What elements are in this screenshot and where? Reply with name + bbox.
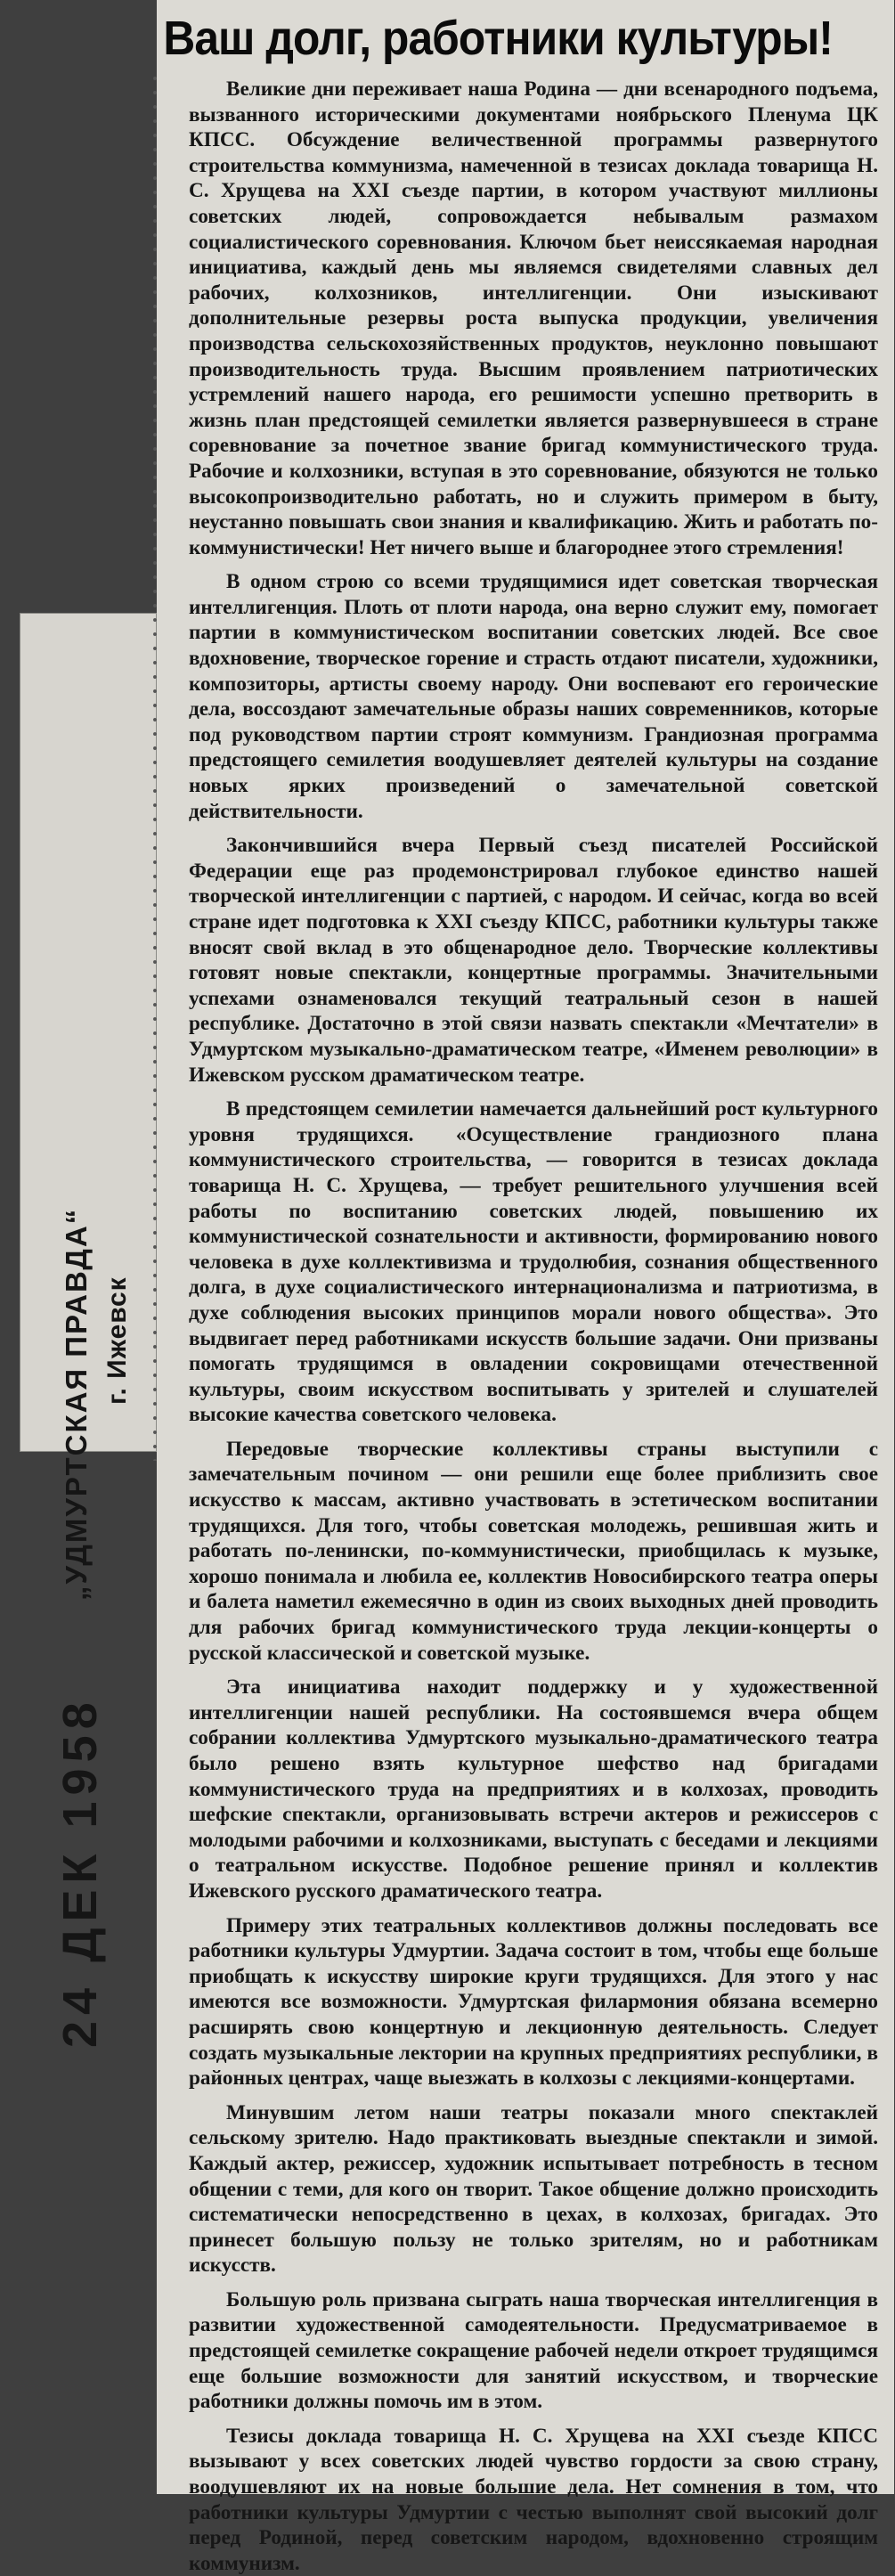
article-paragraph: В предстоящем семилетии намечается дальнейший рост культурного уровня трудящихся. «Осуществление грандиозного плана коммунистического строительства, — говорится в тезисах доклада товарища Н. С. Хрущева, — требует решительного улучшения всей работы по воспитанию советских людей, повышению их коммунистической сознательности и активности, формированию нового человека в духе коллективизма и трудолюбия, сознания общественного долга, в духе социалистического интернационализма и патриотизма, в духе соблюдения высоких принципов морали нового общества». Это выдвигает перед работниками искусств большие задачи. Они призваны помогать трудящимся в овладении сокровищами отечественной культуры, своим искусством воспитывать у зрителей и слушателей высокие качества советского человека.: [189, 1097, 878, 1427]
article-headline: Ваш долг, работники культуры!: [163, 12, 833, 65]
article-paragraph: Передовые творческие коллективы страны выступили с замечательным почином — они решили еще более приблизить свое искусство к массам, активно участвовать в эстетическом воспитании трудящихся. Для того, чтобы советская молодежь, решившая жить и работать по-ленински, по-коммунистически, приобщилась к музыке, хорошо понимала и любила ее, коллектив Новосибирского театра оперы и балета наметил ежемесячно в один из своих выходных дней проводить для рабочих бригад коммунистического труда лекции-концерты о русской классической и советской музыке.: [189, 1437, 878, 1665]
article-body: [157, 71, 894, 2576]
stamp-newspaper-name: „УДМУРТСКАЯ ПРАВДА“: [60, 1207, 93, 1601]
newspaper-clipping: [157, 0, 894, 2575]
perforation-edge: [150, 71, 160, 1461]
article-paragraph: Минувшим летом наши театры показали много спектаклей сельскому зрителю. Надо практиковать выездные спектакли и зимой. Каждый актер, режиссер, художник испытывает потребность в тесном общении с теми, для кого он творит. Такое общение должно происходить систематически непосредственно в цехах, в колхозах, бригадах. Это принесет большую пользу не только зрителям, но и работникам искусств.: [189, 2100, 878, 2278]
article-paragraph: Тезисы доклада товарища Н. С. Хрущева на XXI съезде КПСС вызывают у всех советских людей чувство гордости за свою страну, воодушевляют их на новые большие дела. Нет сомнения в том, что работники культуры Удмуртии с честью выполнят свой высокий долг перед Родиной, перед советским народом, вдохновенно строящим коммунизм.: [189, 2424, 878, 2575]
article-paragraph: Эта инициатива находит поддержку и у художественной интеллигенции нашей республики. На состоявшемся вчера общем собрании коллектива Удмуртского музыкально-драматического театра было решено взять культурное шефство над бригадами коммунистического труда на предприятиях и в колхозах, проводить шефские спектакли, организовывать встречи актеров и режиссеров с молодыми рабочими и колхозниками, выступать с беседами и лекциями о театральном искусстве. Подобное решение принял и коллектив Ижевского русского драматического театра.: [189, 1675, 878, 1903]
article-paragraph: Большую роль призвана сыграть наша творческая интеллигенция в развитии художественной самодеятельности. Предусматриваемое в предстоящей семилетке сокращение рабочей недели откроет трудящимся еще большие возможности для занятий искусством, и творческие работники должны помочь им в этом.: [189, 2287, 878, 2414]
stamp-city: г. Ижевск: [102, 1276, 132, 1405]
stamp-date: 24 ДЕК 1958: [53, 1696, 107, 2048]
article-paragraph: В одном строю со всеми трудящимися идет советская творческая интеллигенция. Плоть от плоти народа, она верно служит ему, помогает партии в коммунистическом воспитании советских людей. Все свое вдохновение, творческое горение и страсть отдают писатели, художники, композиторы, артисты своему народу. Они воспевают его героические дела, воссоздают замечательные образы наших современников, которые под руководством партии строят коммунизм. Грандиозная программа предстоящего семилетия воодушевляет деятелей культуры на создание новых ярких произведений о замечательной советской действительности.: [189, 570, 878, 823]
article-paragraph: Примеру этих театральных коллективов должны последовать все работники культуры Удмуртии. Задача состоит в том, чтобы еще больше приобщать к искусству широкие круги трудящихся. Для этого у нас имеются все возможности. Удмуртская филармония обязана всемерно расширять свою концертную и лекционную деятельность. Следует создать музыкальные лектории на крупных предприятиях республики, в районных центрах, чаще выезжать в колхозы с лекциями-концертами.: [189, 1913, 878, 2091]
clipping-stamp: [20, 613, 157, 2048]
article-paragraph: Закончившийся вчера Первый съезд писателей Российской Федерации еще раз продемонстрировал глубокое единство нашей творческой интеллигенции с партией, с народом. И сейчас, когда во всей стране идет подготовка к XXI съезду КПСС, работники культуры также вносят свой вклад в это общенародное дело. Творческие коллективы готовят новые спектакли, концертные программы. Значительными успехами ознаменовался текущий театральный сезон в нашей республике. Достаточно в этой связи назвать спектакли «Мечтатели» в Удмуртском музыкально-драматическом театре, «Именем революции» в Ижевском русском драматическом театре.: [189, 834, 878, 1087]
article-paragraph: Великие дни переживает наша Родина — дни всенародного подъема, вызванного историческими документами ноябрьского Пленума ЦК КПСС. Обсуждение величественной программы развернутого строительства коммунизма, намеченной в тезисах доклада товарища Н. С. Хрущева на XXI съезде партии, в котором участвуют миллионы советских людей, сопровождается небывалым размахом социалистического соревнования. Ключом бьет неиссякаемая народная инициатива, каждый день мы являемся свидетелями славных дел рабочих, колхозников, интеллигенции. Они изыскивают дополнительные резервы роста выпуска продукции, увеличения производства сельскохозяйственных продуктов, неуклонно повышают производительность труда. Высшим проявлением патриотических устремлений нашего народа, его решимости успешно претворить в жизнь план предстоящей семилетки является развернувшееся в стране соревнование за почетное звание бригад коммунистического труда. Рабочие и колхозники, вступая в это соревнование, обязуются не только высокопроизводительно работать, но и служить примером в быту, неустанно повышать свои знания и квалификацию. Жить и работать по-коммунистически! Нет ничего выше и благороднее этого стремления!: [189, 77, 878, 559]
